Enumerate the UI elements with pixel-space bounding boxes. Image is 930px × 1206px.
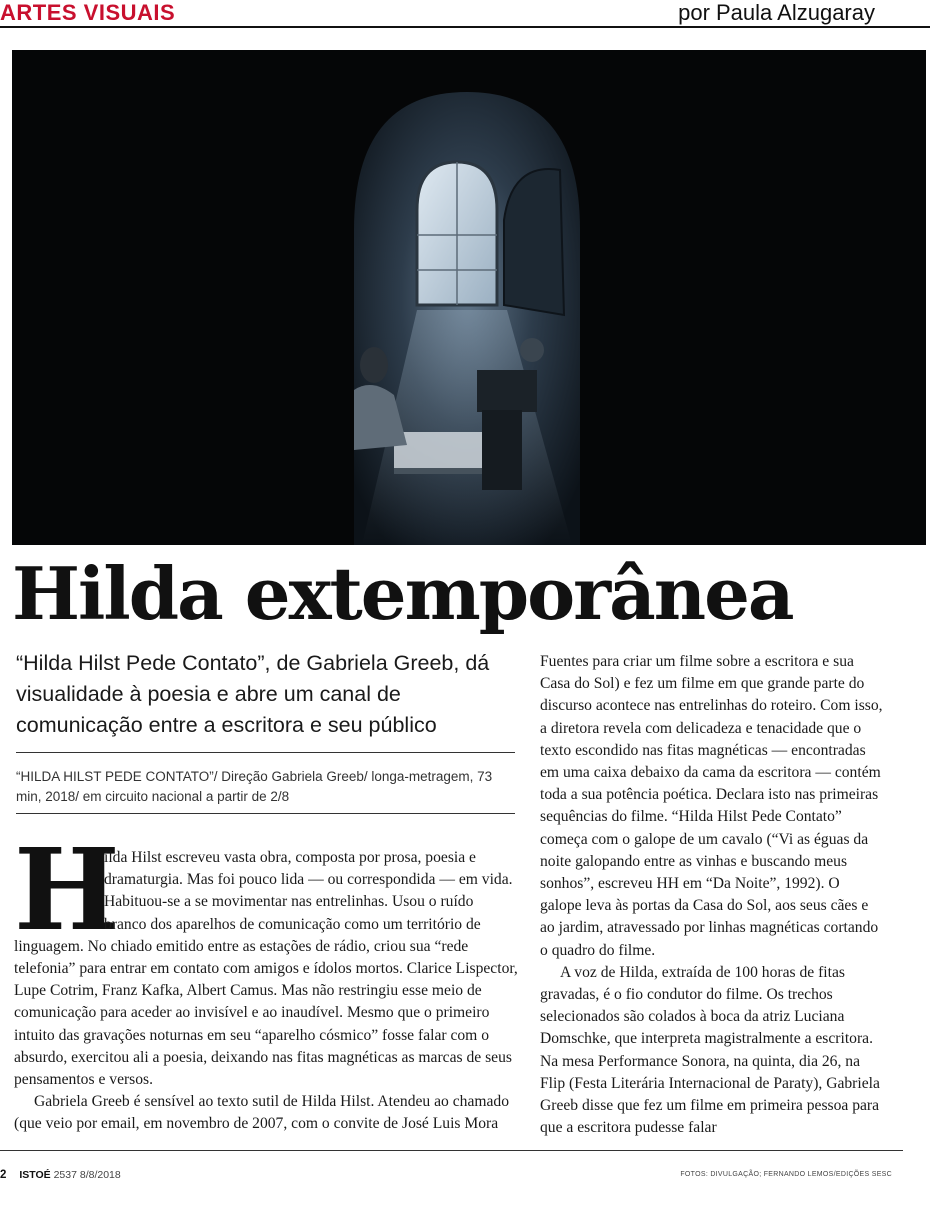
author-byline: por Paula Alzugaray bbox=[678, 0, 875, 25]
paragraph-3: A voz de Hilda, extraída de 100 horas de fitas gravadas, é o fio condutor do filme. Os trechos selecionados são colados à boca da atriz Luciana Domschke, que interpreta magistralmente a escritora. Na mesa Performance Sonora, na quinta, dia 26, na Flip (Festa Literária Internacional de Paraty), Gabriela Greeb disse que fez um filme em primeira pessoa para que a escritora pudesse falar bbox=[540, 963, 880, 1137]
article-dek: “Hilda Hilst Pede Contato”, de Gabriela Greeb, dá visualidade à poesia e abre um canal de comunicação entre a escritora e seu público bbox=[16, 651, 490, 737]
film-credits: “HILDA HILST PEDE CONTATO”/ Direção Gabriela Greeb/ longa-metragem, 73 min, 2018/ em circuito nacional a partir de 2/8 bbox=[16, 769, 493, 804]
paragraph-2-continued: Fuentes para criar um filme sobre a escritora e sua Casa do Sol) e fez um filme em que grande parte do discurso acontece nas entrelinhas do roteiro. Com isso, a diretora revela com delicadeza e tenacidade que o texto escondido nas fitas magnéticas — encontradas em uma caixa debaixo da cama da escritora — contém toda a sua potência poética. Declara isto nas primeiras sequências do filme. “Hilda Hilst Pede Contato” começa com o galope de um cavalo (“Vi as éguas da noite galopando entre as vinhas e buscando meus sonhos”, escreveu HH em “Da Noite”, 1992). O galope leva às portas da Casa do Sol, aos seus cães e ao jardim, atravessado por linhas magnéticas cortando o quadro do filme. bbox=[540, 653, 883, 959]
credits-divider bbox=[16, 813, 515, 814]
magazine-name: ISTOÉ bbox=[19, 1169, 51, 1181]
paragraph-1 bbox=[14, 825, 519, 1091]
article-column-left bbox=[14, 825, 519, 1136]
photo-credit: FOTOS: DIVULGAÇÃO; FERNANDO LEMOS/EDIÇÕES SESC bbox=[680, 1171, 892, 1178]
article-headline: Hilda extemporânea bbox=[12, 551, 793, 636]
issue-info: 2537 8/8/2018 bbox=[53, 1169, 121, 1181]
page-footer bbox=[0, 1168, 121, 1182]
film-still-photo bbox=[12, 50, 926, 545]
footer-rule bbox=[0, 1150, 903, 1151]
paragraph-1-text: ilda Hilst escreveu vasta obra, composta por prosa, poesia e dramaturgia. Mas foi pouco lida — ou correspondida — em vida. Habituou-se a se movimentar nas entrelinhas. Usou o ruído branco dos aparelhos de comunicação como um território de linguagem. No chiado emitido entre as estações de rádio, criou sua “rede telefonia” para entrar em contato com amigos e ídolos mortos. Clarice Lispector, Lupe Cotrim, Franz Kafka, Albert Camus. Mas não restringiu esse meio de comunicação para aceder ao invisível e ao inaudível. Mesmo que o primeiro intuito das gravações noturnas em seu “aparelho cósmico” fosse falar com o absurdo, exercitou ali a poesia, deixando nas fitas magnéticas as marcas de seus pensamentos e versos. bbox=[14, 849, 518, 1089]
header-rule bbox=[0, 26, 930, 28]
paragraph-2: Gabriela Greeb é sensível ao texto sutil de Hilda Hilst. Atendeu ao chamado (que veio por email, em novembro de 2007, com o convite de José Luis Mora bbox=[14, 1093, 510, 1133]
article-column-right bbox=[540, 651, 885, 1139]
dek-divider bbox=[16, 752, 515, 753]
drop-cap: H bbox=[14, 825, 120, 956]
section-label: ARTES VISUAIS bbox=[0, 0, 176, 25]
page-number: 2 bbox=[0, 1169, 7, 1181]
